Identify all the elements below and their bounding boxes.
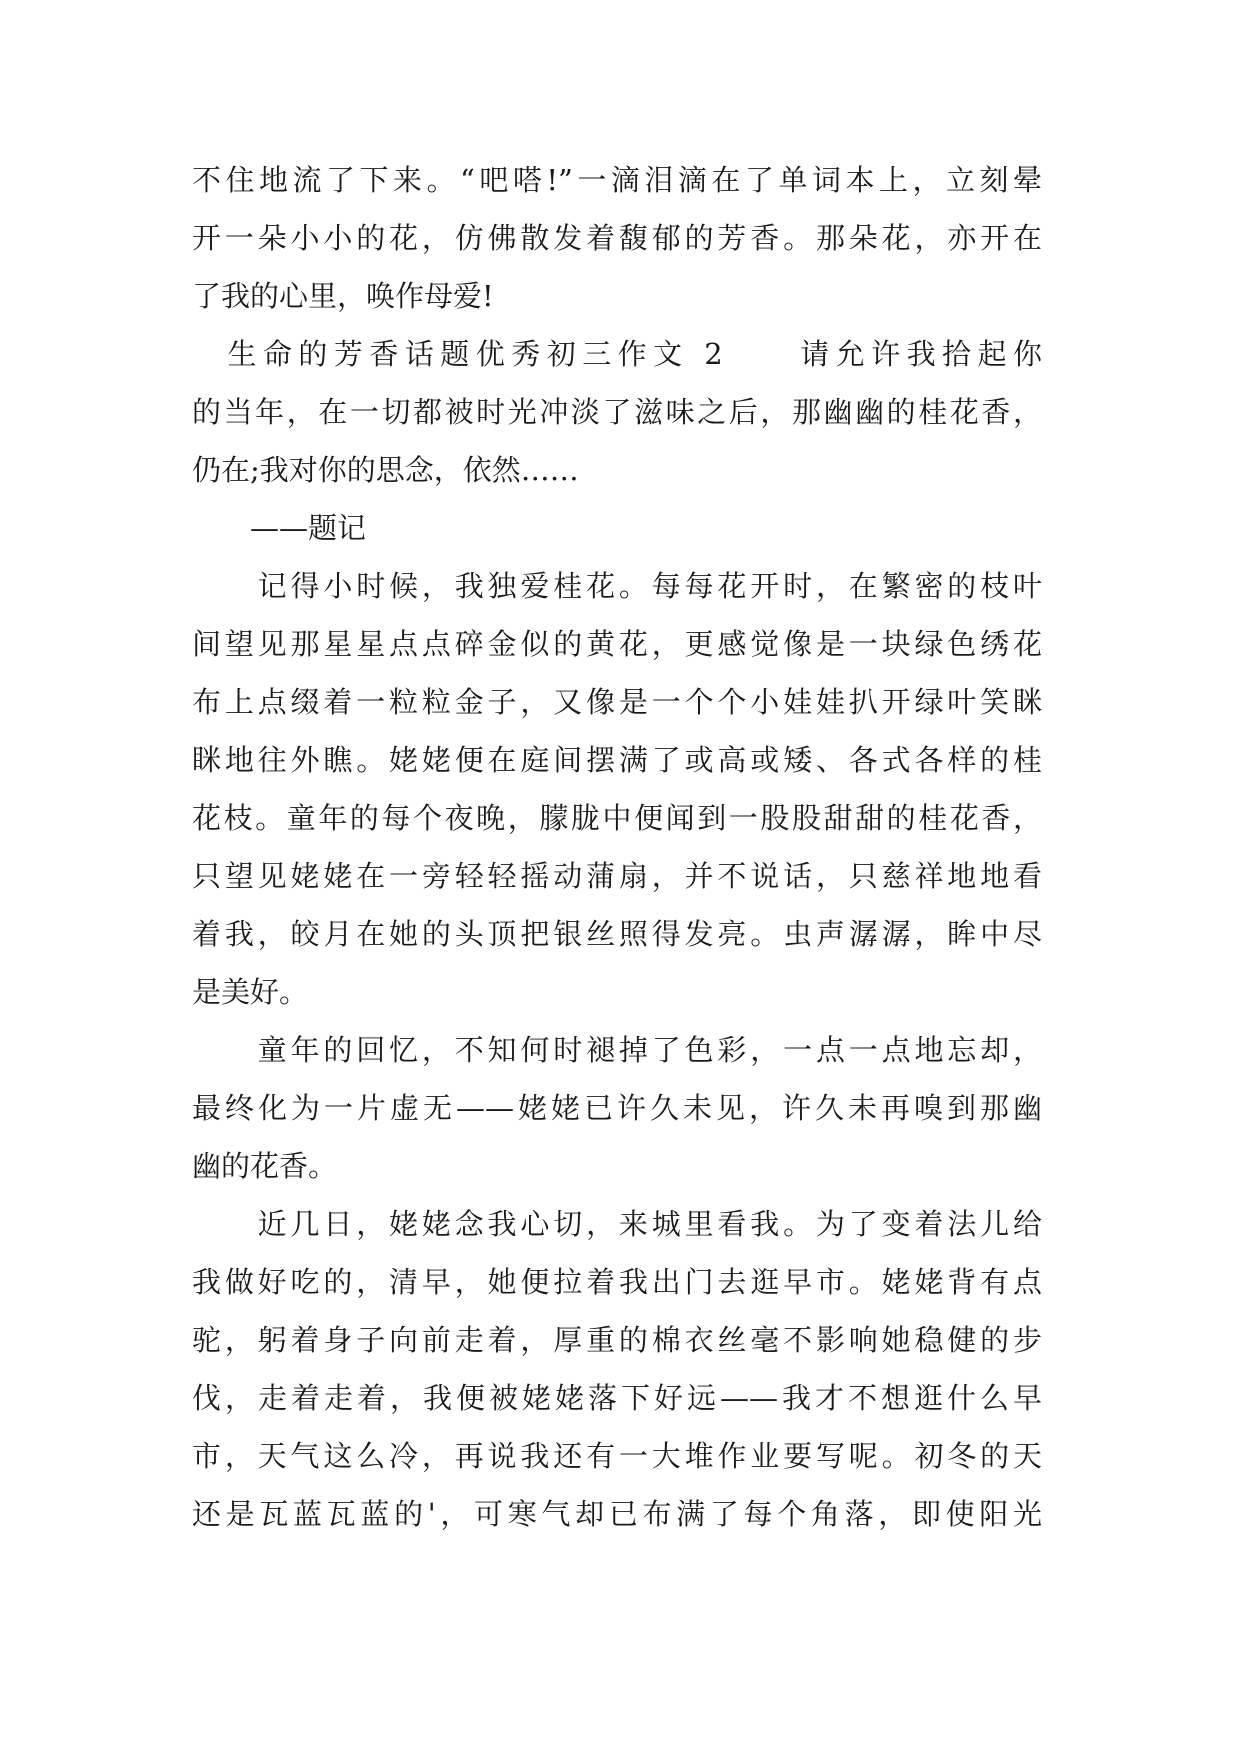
text-line: 生命的芳香话题优秀初三作文 2 请允许我拾起你 [192, 337, 1042, 371]
text-line: 是美好。 [192, 975, 309, 1009]
text-line: 了我的心里，唤作母爱! [192, 279, 494, 313]
epigraph-attribution: ——题记 [192, 511, 367, 545]
text-line: 花枝。童年的每个夜晚，朦胧中便闻到一股股甜甜的桂花香， [192, 801, 1042, 835]
text-line: 间望见那星星点点碎金似的黄花，更感觉像是一块绿色绣花 [192, 627, 1042, 661]
text-line: 驼，躬着身子向前走着，厚重的棉衣丝毫不影响她稳健的步 [192, 1323, 1042, 1357]
text-line: 伐，走着走着，我便被姥姥落下好远——我才不想逛什么早 [192, 1381, 1042, 1415]
text-line: 还是瓦蓝瓦蓝的'，可寒气却已布满了每个角落，即使阳光 [192, 1497, 1042, 1531]
text-line: 开一朵小小的花，仿佛散发着馥郁的芳香。那朵花，亦开在 [192, 221, 1042, 255]
text-line: 不住地流了下来。“吧嗒!”一滴泪滴在了单词本上，立刻晕 [192, 163, 1042, 197]
text-line: 只望见姥姥在一旁轻轻摇动蒲扇，并不说话，只慈祥地地看 [192, 859, 1042, 893]
text-line: 的当年，在一切都被时光冲淡了滋味之后，那幽幽的桂花香， [192, 395, 1042, 429]
text-line: 记得小时候，我独爱桂花。每每花开时，在繁密的枝叶 [192, 569, 1042, 603]
text-line: 幽的花香。 [192, 1149, 338, 1183]
text-line: 近几日，姥姥念我心切，来城里看我。为了变着法儿给 [192, 1207, 1042, 1241]
text-line: 最终化为一片虚无——姥姥已许久未见，许久未再嗅到那幽 [192, 1091, 1042, 1125]
text-line: 童年的回忆，不知何时褪掉了色彩，一点一点地忘却， [192, 1033, 1042, 1067]
text-line: 我做好吃的，清早，她便拉着我出门去逛早市。姥姥背有点 [192, 1265, 1042, 1299]
text-line: 着我，皎月在她的头顶把银丝照得发亮。虫声潺潺，眸中尽 [192, 917, 1042, 951]
text-line: 布上点缀着一粒粒金子，又像是一个个小娃娃扒开绿叶笑眯 [192, 685, 1042, 719]
text-line: 市，天气这么冷，再说我还有一大堆作业要写呢。初冬的天 [192, 1439, 1042, 1473]
text-line: 眯地往外瞧。姥姥便在庭间摆满了或高或矮、各式各样的桂 [192, 743, 1042, 777]
text-line: 仍在;我对你的思念，依然…… [192, 453, 579, 487]
